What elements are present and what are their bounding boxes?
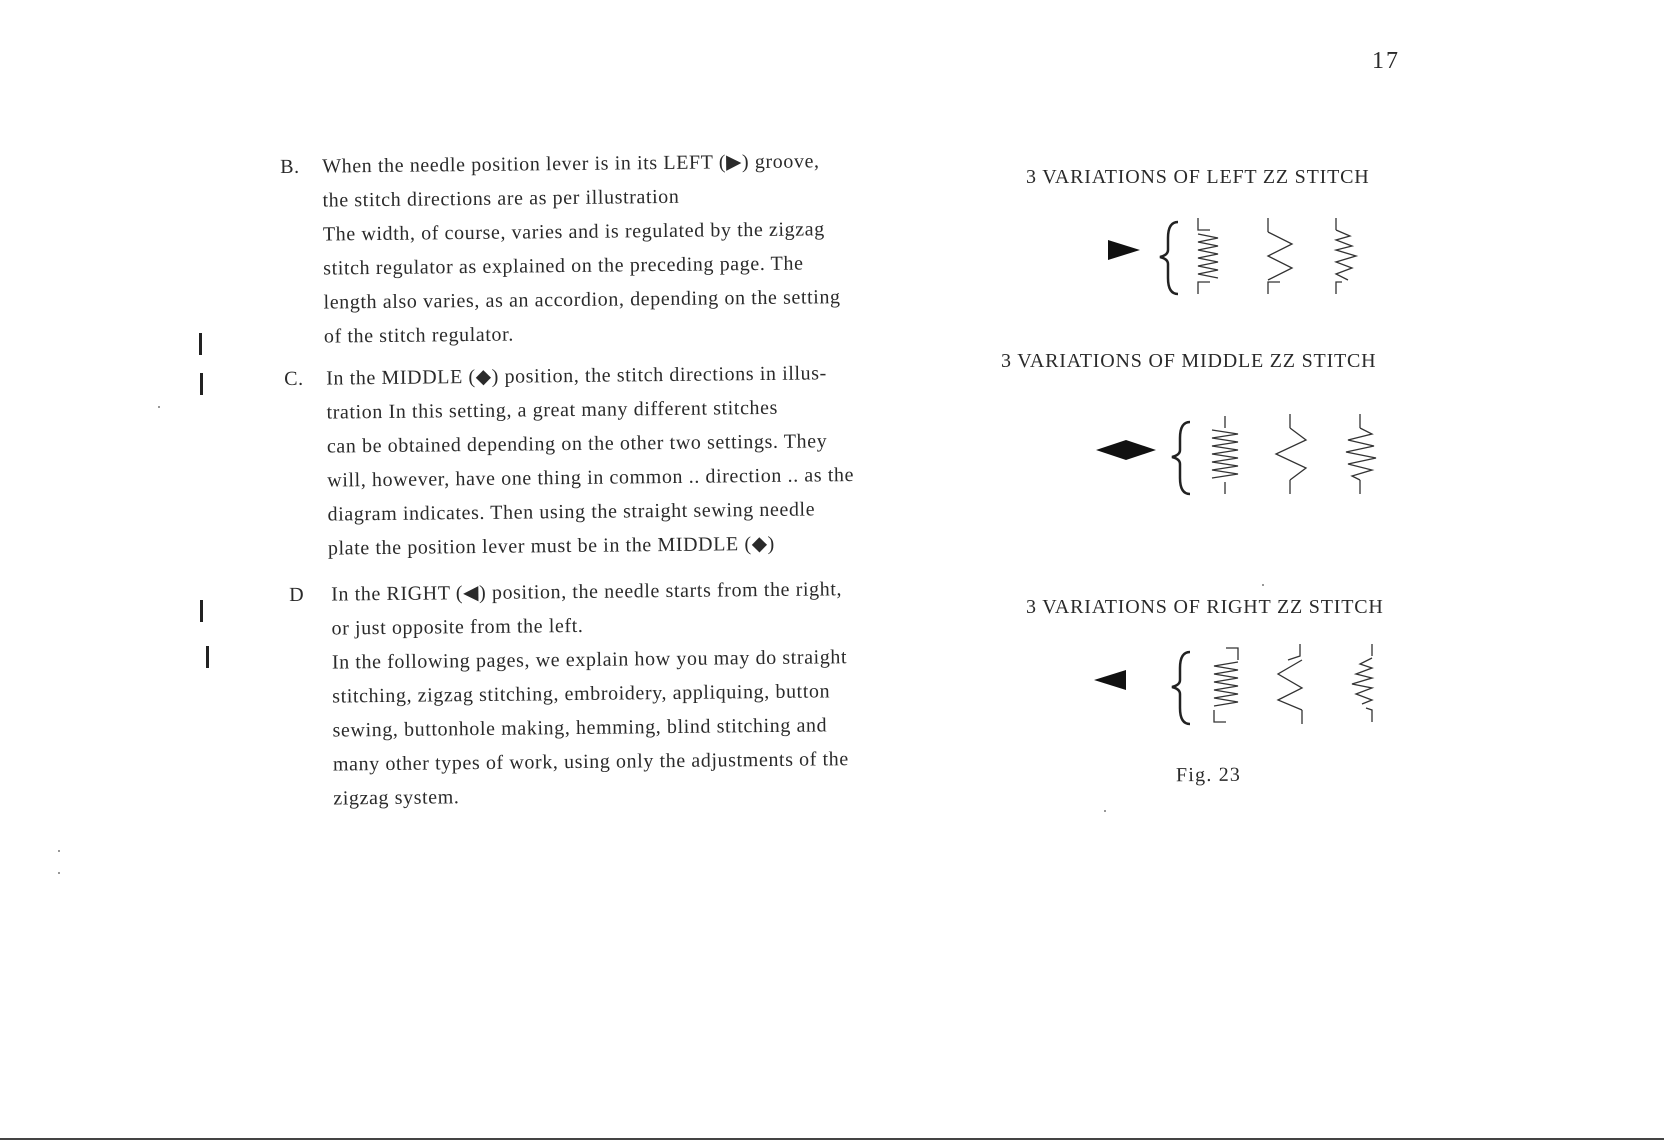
brace-icon xyxy=(1160,222,1178,294)
right-zz-stitch-diagram xyxy=(1090,640,1390,740)
zigzag-stitch xyxy=(1276,428,1306,480)
zigzag-stitch xyxy=(1212,430,1238,478)
paragraph-line: can be obtained depending on the other two settings. They xyxy=(326,430,828,458)
paragraph-line: tration In this setting, a great many different stitches xyxy=(326,396,779,424)
middle-zz-stitch-diagram xyxy=(1090,410,1390,510)
zigzag-stitch xyxy=(1198,282,1210,294)
scan-speck xyxy=(1262,584,1264,586)
paragraph-line: many other types of work, using only the adjustments of the xyxy=(332,748,849,776)
left-zz-stitch-diagram xyxy=(1100,210,1380,310)
zigzag-stitch xyxy=(1346,428,1376,480)
arrow-right-icon xyxy=(1108,240,1140,260)
diamond-icon xyxy=(1096,440,1156,460)
brace-icon xyxy=(1172,652,1190,724)
zigzag-stitch xyxy=(1288,644,1300,660)
paragraph-line: length also varies, as an accordion, depending on the setting xyxy=(323,286,841,314)
scan-speck xyxy=(58,872,60,874)
page-number: 17 xyxy=(1372,48,1400,74)
scan-speck xyxy=(1104,810,1106,812)
zigzag-stitch xyxy=(1226,648,1238,660)
paragraph-line: plate the position lever must be in the MIDDLE (◆) xyxy=(327,532,775,560)
zigzag-stitch xyxy=(1366,708,1372,722)
paragraph-line: The width, of course, varies and is regulated by the zigzag xyxy=(322,218,825,246)
paragraph-line: In the MIDDLE (◆) position, the stitch directions in illus- xyxy=(326,362,827,390)
paragraph-line: will, however, have one thing in common .. direction .. as the xyxy=(327,464,855,492)
zigzag-stitch xyxy=(1268,282,1280,294)
paragraph-line: stitch regulator as explained on the preceding page. The xyxy=(323,252,804,280)
arrow-left-icon xyxy=(1094,670,1126,690)
zigzag-stitch xyxy=(1336,282,1342,294)
scan-speck xyxy=(58,850,60,852)
paragraph-line: In the RIGHT (◀) position, the needle starts from the right, xyxy=(331,578,843,606)
zigzag-stitch xyxy=(1214,662,1238,706)
figure-caption: Fig. 23 xyxy=(1175,763,1242,787)
margin-change-bar xyxy=(206,646,209,668)
paragraph-line: sewing, buttonhole making, hemming, blind stitching and xyxy=(332,714,828,742)
margin-change-bar xyxy=(199,333,202,355)
paragraph-line: zigzag system. xyxy=(333,786,460,810)
figure-title-middle: 3 VARIATIONS OF MIDDLE ZZ STITCH xyxy=(1001,350,1377,372)
margin-change-bar xyxy=(200,373,203,395)
paragraph-line: When the needle position lever is in its LEFT (▶) groove, xyxy=(322,150,820,178)
zigzag-stitch xyxy=(1268,232,1292,280)
paragraph-d xyxy=(289,570,1011,816)
figure-title-right: 3 VARIATIONS OF RIGHT ZZ STITCH xyxy=(1026,596,1384,618)
paragraph-line: of the stitch regulator. xyxy=(323,323,514,348)
zigzag-stitch xyxy=(1198,234,1218,278)
figure-title-left: 3 VARIATIONS OF LEFT ZZ STITCH xyxy=(1026,166,1370,188)
paragraph-letter: B. xyxy=(280,155,300,178)
paragraph-line: stitching, zigzag stitching, embroidery, appliquing, button xyxy=(332,680,831,708)
paragraph-letter: C. xyxy=(284,367,304,390)
zigzag-stitch xyxy=(1352,658,1372,704)
zigzag-stitch xyxy=(1336,230,1356,280)
paragraph-line: In the following pages, we explain how you may do straight xyxy=(331,646,848,674)
zigzag-stitch xyxy=(1198,218,1210,230)
zigzag-stitch xyxy=(1278,660,1302,710)
paragraph-line: the stitch directions are as per illustration xyxy=(322,185,680,212)
page-bottom-edge xyxy=(0,1138,1664,1140)
paragraph-line: or just opposite from the left. xyxy=(331,614,584,640)
scan-speck xyxy=(158,406,160,408)
paragraph-line: diagram indicates. Then using the straight sewing needle xyxy=(327,498,816,526)
brace-icon xyxy=(1172,422,1190,494)
paragraph-b xyxy=(280,142,1002,354)
paragraph-c xyxy=(284,354,1006,566)
margin-change-bar xyxy=(200,600,203,622)
zigzag-stitch xyxy=(1214,710,1226,722)
paragraph-letter: D xyxy=(289,583,305,606)
